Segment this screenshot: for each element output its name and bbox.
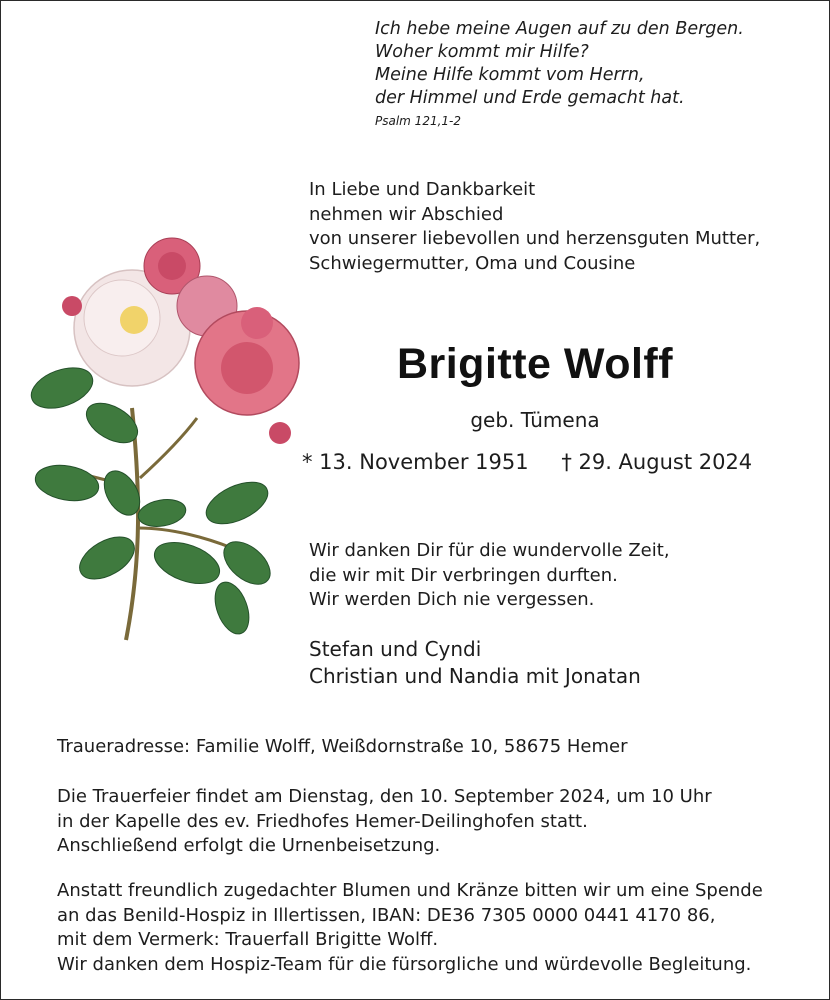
- thanks-line: Wir werden Dich nie vergessen.: [309, 589, 595, 610]
- donation-line: an das Benild-Hospiz in Illertissen, IBAN: DE36 7305 0000 0441 4170 86,: [57, 904, 716, 926]
- psalm-line: Ich hebe meine Augen auf zu den Bergen.: [375, 19, 744, 39]
- psalm-line: der Himmel und Erde gemacht hat.: [375, 88, 685, 108]
- mourner-line: Stefan und Cyndi: [309, 637, 482, 661]
- intro-line: von unserer liebevollen und herzensguten Mutter,: [309, 228, 761, 249]
- donation-info: [57, 879, 763, 977]
- donation-line: mit dem Vermerk: Trauerfall Brigitte Wolff.: [57, 929, 439, 950]
- maiden-name: geb. Tümena: [470, 408, 600, 432]
- ceremony-info: [57, 785, 712, 859]
- life-dates: [302, 450, 752, 474]
- psalm-line: Meine Hilfe kommt vom Herrn,: [375, 65, 645, 85]
- intro-line: In Liebe und Dankbarkeit: [309, 179, 536, 200]
- deceased-name: Brigitte Wolff: [396, 340, 674, 388]
- death-date: † 29. August 2024: [561, 450, 753, 474]
- rose-illustration: [22, 228, 307, 648]
- donation-line: Wir danken dem Hospiz-Team für die fürsorgliche und würdevolle Begleitung.: [57, 953, 752, 975]
- farewell-intro: [309, 178, 760, 276]
- psalm-line: Woher kommt mir Hilfe?: [375, 42, 589, 62]
- intro-line: nehmen wir Abschied: [309, 203, 504, 225]
- thanks-line: Wir danken Dir für die wundervolle Zeit,: [309, 540, 670, 561]
- mourners: [309, 636, 641, 690]
- mourner-line: Christian und Nandia mit Jonatan: [309, 664, 641, 688]
- birth-date: * 13. November 1951: [302, 450, 529, 474]
- ceremony-line: in der Kapelle des ev. Friedhofes Hemer-Deilinghofen statt.: [57, 810, 588, 832]
- ceremony-line: Die Trauerfeier findet am Dienstag, den 10. September 2024, um 10 Uhr: [57, 786, 712, 807]
- intro-line: Schwiegermutter, Oma und Cousine: [309, 252, 636, 274]
- thanks-line: die wir mit Dir verbringen durften.: [309, 564, 618, 586]
- ceremony-line: Anschließend erfolgt die Urnenbeisetzung.: [57, 835, 441, 856]
- donation-line: Anstatt freundlich zugedachter Blumen und Kränze bitten wir um eine Spende: [57, 880, 763, 901]
- thanks-message: [309, 539, 670, 613]
- psalm-quote: [375, 18, 744, 132]
- mourning-address: Traueradresse: Familie Wolff, Weißdornstraße 10, 58675 Hemer: [57, 736, 628, 757]
- psalm-reference: Psalm 121,1-2: [375, 114, 461, 128]
